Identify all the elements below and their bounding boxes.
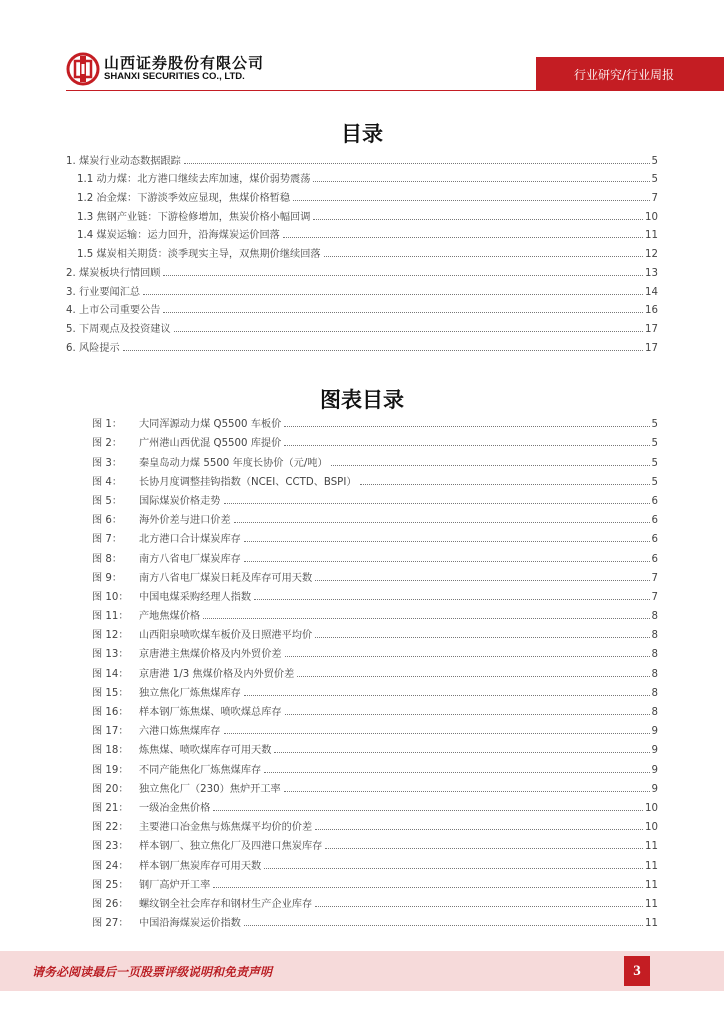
toc-entry[interactable] [66,204,658,223]
figure-entry[interactable] [92,545,658,564]
figure-entry-label: 京唐港 1/3 焦煤价格及内外贸价差 [139,668,295,680]
report-type-label: 行业研究/行业周报 [573,68,674,82]
figure-entry-label: 国际煤炭价格走势 [139,495,221,507]
figure-entry-number: 图 21： [92,802,129,814]
figure-entry[interactable] [92,603,658,622]
figure-entry[interactable] [92,872,658,891]
figure-entry-label: 样本钢厂焦炭库存可用天数 [139,860,262,872]
figure-entry-label: 中国沿海煤炭运价指数 [139,918,241,930]
figure-entry-number: 图 12： [92,630,129,642]
toc-leader-dots [283,237,643,238]
figure-leader-dots [297,676,649,677]
figure-entry-number: 图 8： [92,553,123,565]
figure-entry[interactable] [92,565,658,584]
figure-entry-label: 海外价差与进口价差 [139,515,231,527]
figure-entry-page: 8 [651,630,658,642]
figure-leader-dots [360,484,650,485]
figure-leader-dots [244,541,650,542]
figure-entry-page: 9 [651,745,658,757]
figure-entry-number: 图 26： [92,898,129,910]
figure-entry-number: 图 10： [92,591,129,603]
figure-entry-number: 图 23： [92,841,129,853]
toc-entry-label: 4. 上市公司重要公告 [66,305,161,317]
figure-entry-page: 6 [651,515,658,527]
toc-leader-dots [184,163,650,164]
figure-entry-page: 9 [651,764,658,776]
toc-entry[interactable] [66,335,658,354]
toc-entry[interactable] [66,316,658,335]
figure-entry-page: 5 [651,419,658,431]
figure-entry-number: 图 17： [92,726,129,738]
figure-entry-page: 7 [651,591,658,603]
figure-entry[interactable] [92,795,658,814]
toc-title: 目录 [341,122,383,146]
figure-entry-page: 11 [645,879,658,891]
figure-entry-number: 图 9： [92,572,123,584]
figure-entry-label: 广州港山西优混 Q5500 库提价 [139,438,282,450]
figure-entry[interactable] [92,622,658,641]
figure-leader-dots [325,848,643,849]
toc-entry-label: 6. 风险提示 [66,342,120,354]
figure-entry-number: 图 19： [92,764,129,776]
figure-entry[interactable] [92,660,658,679]
figure-entry[interactable] [92,737,658,756]
figure-entry-label: 大同浑源动力煤 Q5500 车板价 [139,419,282,431]
figure-entry[interactable] [92,756,658,775]
figure-entry-number: 图 16： [92,707,129,718]
figure-entry-page: 6 [651,534,658,546]
figure-entry[interactable] [92,469,658,488]
figure-entry-label: 炼焦煤、喷吹煤库存可用天数 [139,745,272,757]
figure-leader-dots [213,810,643,811]
figure-entry-page: 8 [651,649,658,661]
toc-entry-label: 2. 煤炭板块行情回顾 [66,267,161,279]
figure-leader-dots [264,772,649,773]
figure-leader-dots [285,656,650,657]
figure-entry-number: 图 13： [92,649,129,661]
toc-entry-page: 5 [651,174,658,186]
figure-leader-dots [224,733,650,734]
figure-leader-dots [285,714,650,715]
figure-entry[interactable] [92,641,658,660]
figure-entry-page: 8 [651,707,658,718]
figure-leader-dots [284,791,650,792]
figure-leader-dots [264,868,643,869]
figure-entry-number: 图 7： [92,534,123,546]
figure-leader-dots [244,561,650,562]
figure-entry-page: 9 [651,726,658,738]
figure-entry-page: 11 [645,841,658,853]
figure-leader-dots [315,829,643,830]
figure-entry-number: 图 4： [92,476,123,488]
toc-entry-page: 14 [645,286,658,298]
toc-entry-page: 17 [645,342,658,354]
figure-entry-page: 11 [645,898,658,910]
figure-entry[interactable] [92,430,658,449]
figure-entry[interactable] [92,833,658,852]
figure-entry-label: 长协月度调整挂钩指数（NCEI、CCTD、BSPI） [139,476,357,488]
figure-entry-label: 京唐港主焦煤价格及内外贸价差 [139,649,282,661]
toc-entry[interactable] [66,167,658,186]
figure-entry-number: 图 6： [92,515,123,527]
toc-entry-label: 1.4 煤炭运输：运力回升，沿海煤炭运价回落 [77,230,280,242]
toc-entry[interactable] [66,279,658,298]
toc-entry-page: 11 [645,230,658,242]
toc-entry-page: 12 [645,249,658,261]
figure-entry[interactable] [92,449,658,468]
toc-leader-dots [324,256,643,257]
page-footer [0,951,724,991]
figure-entry-label: 独立焦化厂炼焦煤库存 [139,687,241,699]
figure-entry[interactable] [92,584,658,603]
disclaimer-note: 请务必阅读最后一页股票评级说明和免责声明 [32,965,273,979]
page-number: 3 [624,956,650,986]
figure-entry-number: 图 11： [92,611,129,623]
figure-entry-page: 5 [651,476,658,488]
figure-entry[interactable] [92,910,658,929]
toc-entry[interactable] [66,185,658,204]
toc-entry-label: 1.5 煤炭相关期货：淡季现实主导，双焦期价继续回落 [77,249,321,261]
toc-entry[interactable] [66,241,658,260]
figure-list [92,411,658,929]
toc-entry-page: 7 [651,193,658,205]
toc-leader-dots [143,294,643,295]
toc-leader-dots [174,331,643,332]
figure-entry-label: 样本钢厂炼焦煤、喷吹煤总库存 [139,707,282,718]
figure-entry-label: 北方港口合计煤炭库存 [139,534,241,546]
figure-leader-dots [234,522,650,523]
figure-leader-dots [315,906,643,907]
figure-entry-page: 11 [645,860,658,872]
toc-entry-page: 13 [645,267,658,279]
figure-entry-number: 图 18： [92,745,129,757]
figure-entry-page: 11 [645,918,658,930]
toc-leader-dots [313,219,643,220]
table-of-contents [66,148,658,354]
figure-entry-number: 图 15： [92,687,129,699]
figure-leader-dots [331,465,650,466]
toc-entry-label: 1.2 冶金煤：下游淡季效应显现，焦煤价格暂稳 [77,193,291,205]
toc-entry-label: 1. 煤炭行业动态数据跟踪 [66,155,181,167]
figure-entry[interactable] [92,776,658,795]
figure-entry-label: 一级冶金焦价格 [139,802,211,814]
toc-entry-label: 1.3 焦钢产业链：下游检修增加，焦炭价格小幅回调 [77,211,311,223]
figure-entry-label: 山西阳泉喷吹煤车板价及日照港平均价 [139,630,313,642]
figure-entry-label: 南方八省电厂煤炭日耗及库存可用天数 [139,572,313,584]
toc-leader-dots [123,350,643,351]
figure-leader-dots [315,580,649,581]
figure-entry-page: 8 [651,687,658,699]
figure-entry[interactable] [92,699,658,718]
figure-entry-page: 10 [645,802,658,814]
figure-entry-label: 独立焦化厂（230）焦炉开工率 [139,783,281,795]
figure-entry[interactable] [92,814,658,833]
company-name-cn: 山西证券股份有限公司 [104,54,265,72]
toc-entry-label: 3. 行业要闻汇总 [66,286,141,298]
figure-entry-label: 秦皇岛动力煤 5500 年度长协价（元/吨） [139,457,328,469]
figure-entry-label: 主要港口冶金焦与炼焦煤平均价的价差 [139,822,313,834]
figure-entry-label: 中国电煤采购经理人指数 [139,591,252,603]
toc-entry[interactable] [66,223,658,242]
toc-entry[interactable] [66,148,658,167]
toc-entry-label: 5. 下周观点及投资建议 [66,323,171,335]
figure-leader-dots [203,618,649,619]
figure-entry[interactable] [92,718,658,737]
figure-entry[interactable] [92,891,658,910]
figure-leader-dots [284,426,649,427]
toc-leader-dots [163,312,643,313]
figure-entry-number: 图 24： [92,860,129,872]
figure-entry-label: 不同产能焦化厂炼焦煤库存 [139,764,262,776]
figure-entry-label: 南方八省电厂煤炭库存 [139,553,241,565]
figure-entry-number: 图 22： [92,822,129,834]
figure-entry[interactable] [92,507,658,526]
figure-leader-dots [244,925,643,926]
figure-entry-page: 5 [651,457,658,469]
figure-leader-dots [315,637,649,638]
figure-entry-number: 图 20： [92,783,129,795]
company-name-en: SHANXI SECURITIES CO., LTD. [104,71,245,82]
figure-entry-page: 10 [645,822,658,834]
figure-entry-number: 图 25： [92,879,129,891]
figure-leader-dots [274,752,649,753]
company-logo-icon [66,52,100,86]
toc-entry-label: 1.1 动力煤：北方港口继续去库加速，煤价弱势震荡 [77,174,311,186]
toc-entry[interactable] [66,260,658,279]
report-type-banner [536,57,724,91]
figure-entry[interactable] [92,526,658,545]
toc-entry-page: 16 [645,305,658,317]
figure-entry-number: 图 5： [92,495,123,507]
figure-entry-page: 6 [651,553,658,565]
figure-entry-page: 9 [651,783,658,795]
figure-entry-page: 8 [651,668,658,680]
figure-entry-number: 图 3： [92,457,123,469]
figure-entry-label: 样本钢厂、独立焦化厂及四港口焦炭库存 [139,841,323,853]
figure-leader-dots [284,445,649,446]
figure-entry-label: 螺纹钢全社会库存和钢材生产企业库存 [139,898,313,910]
figure-list-title: 图表目录 [320,388,404,412]
figure-entry-label: 六港口炼焦煤库存 [139,726,221,738]
toc-leader-dots [313,181,649,182]
figure-entry-label: 产地焦煤价格 [139,611,201,623]
figure-entry[interactable] [92,680,658,699]
figure-entry-page: 7 [651,572,658,584]
figure-entry[interactable] [92,488,658,507]
figure-entry-number: 图 1： [92,419,123,431]
figure-leader-dots [213,887,643,888]
figure-entry-number: 图 14： [92,668,129,680]
figure-entry-number: 图 2： [92,438,123,450]
toc-entry-page: 5 [651,155,658,167]
page-header [0,0,724,100]
figure-entry[interactable] [92,852,658,871]
toc-entry-page: 10 [645,211,658,223]
figure-entry-page: 6 [651,495,658,507]
figure-entry-page: 5 [651,438,658,450]
figure-leader-dots [254,599,649,600]
figure-entry-label: 钢厂高炉开工率 [139,879,211,891]
toc-leader-dots [163,275,643,276]
header-divider [66,90,536,91]
toc-leader-dots [293,200,650,201]
figure-leader-dots [244,695,650,696]
figure-entry[interactable] [92,411,658,430]
figure-entry-number: 图 27： [92,918,129,930]
figure-entry-page: 8 [651,611,658,623]
figure-leader-dots [224,503,650,504]
toc-entry-page: 17 [645,323,658,335]
toc-entry[interactable] [66,298,658,317]
